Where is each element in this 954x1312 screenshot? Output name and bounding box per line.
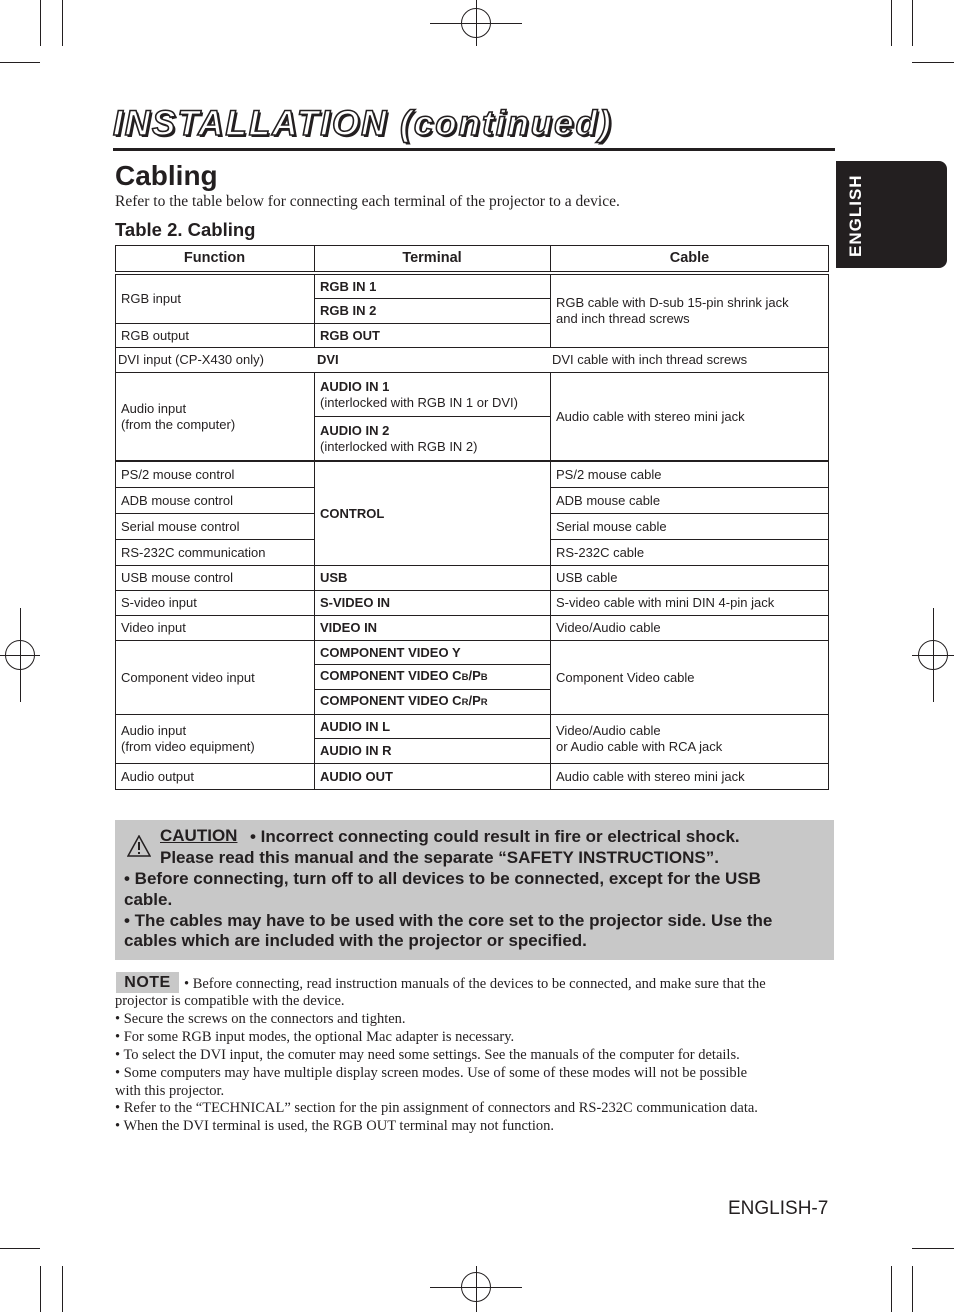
caution-box — [115, 820, 834, 960]
table-cell: AUDIO IN R — [314, 738, 551, 764]
caution-text: • The cables may have to be used with the core set to the projector side. Use the — [124, 911, 773, 930]
table-cell: Audio cable with stereo mini jack — [550, 372, 829, 461]
note-text: projector is compatible with the device. — [115, 993, 345, 1009]
table-cell: AUDIO OUT — [314, 763, 551, 790]
table-cell: DVI cable with inch thread screws — [552, 352, 748, 367]
table-cell: Video/Audio cable — [550, 615, 829, 641]
table-cell: RGB output — [115, 323, 315, 348]
intro-text: Refer to the table below for connecting each terminal of the projector to a device. — [115, 193, 620, 210]
header-divider — [314, 245, 315, 272]
caution-text: Please read this manual and the separate “SAFETY INSTRUCTIONS”. — [160, 848, 719, 867]
table-cell: ADB mouse control — [115, 487, 315, 514]
table-cell: Video/Audio cable or Audio cable with RCA jack — [550, 714, 829, 764]
cabling-table — [115, 245, 829, 790]
table-cell: RS-232C communication — [115, 539, 315, 566]
caution-text: • Incorrect connecting could result in fire or electrical shock. — [250, 827, 740, 846]
table-cell: Audio cable with stereo mini jack — [550, 763, 829, 790]
table-cell: AUDIO IN 2 (interlocked with RGB IN 2) — [314, 416, 551, 461]
caution-text: cables which are included with the projector or specified. — [124, 931, 587, 950]
header-divider — [550, 245, 551, 272]
table-cell: ADB mouse cable — [550, 487, 829, 514]
table-cell: PS/2 mouse cable — [550, 461, 829, 488]
note-text: • Secure the screws on the connectors and tighten. — [115, 1011, 406, 1027]
table-cell: RGB IN 2 — [314, 298, 551, 324]
table-cell: S-video input — [115, 590, 315, 616]
caution-text: cable. — [124, 890, 173, 909]
table-cell: RGB input — [115, 274, 315, 324]
warning-icon — [127, 835, 151, 857]
table-title: Table 2. Cabling — [115, 219, 256, 240]
note-text: • To select the DVI input, the comuter may need some settings. See the manuals of the computer for details. — [115, 1047, 740, 1063]
table-cell: USB cable — [550, 565, 829, 591]
table-cell: COMPONENT VIDEO Y — [314, 640, 551, 665]
note-badge: NOTE — [116, 972, 179, 993]
header-rule — [113, 148, 835, 151]
table-cell: S-video cable with mini DIN 4-pin jack — [550, 590, 829, 616]
note-text: • For some RGB input modes, the optional Mac adapter is necessary. — [115, 1029, 515, 1045]
header-border — [115, 245, 829, 272]
table-cell: USB — [314, 565, 551, 591]
note-text: • Refer to the “TECHNICAL” section for the pin assignment of connectors and RS-232C communication data. — [115, 1100, 758, 1116]
table-cell: RGB cable with D-sub 15-pin shrink jack and inch thread screws — [550, 274, 829, 348]
note-text: • Some computers may have multiple display screen modes. Use of some of these modes will not be possible — [115, 1065, 748, 1081]
table-cell: Serial mouse cable — [550, 513, 829, 540]
table-cell: PS/2 mouse control — [115, 461, 315, 488]
page-title: INSTALLATION (continued) — [113, 104, 613, 143]
table-cell: RS-232C cable — [550, 539, 829, 566]
table-cell: Video input — [115, 615, 315, 641]
table-cell: Audio input (from the computer) — [115, 372, 315, 461]
note-text: • When the DVI terminal is used, the RGB OUT terminal may not function. — [115, 1118, 555, 1134]
table-cell: AUDIO IN L — [314, 714, 551, 739]
table-cell: USB mouse control — [115, 565, 315, 591]
caution-text: • Before connecting, turn off to all devices to be connected, except for the USB — [124, 869, 761, 888]
table-cell: S-VIDEO IN — [314, 590, 551, 616]
table-cell: Component Video cable — [550, 640, 829, 715]
table-cell: COMPONENT VIDEO CB/PB — [314, 664, 551, 690]
table-cell: Component video input — [115, 640, 315, 715]
table-cell: Audio output — [115, 763, 315, 790]
section-title: Cabling — [115, 160, 218, 191]
table-cell: COMPONENT VIDEO CR/PR — [314, 689, 551, 715]
language-tab-label: ENGLISH — [846, 174, 865, 257]
table-cell: VIDEO IN — [314, 615, 551, 641]
table-cell: CONTROL — [314, 461, 551, 566]
language-tab — [836, 161, 947, 268]
column-header-function: Function — [183, 250, 246, 266]
table-cell: RGB IN 1 — [314, 274, 551, 299]
page-number: ENGLISH-7 — [728, 1198, 829, 1219]
table-cell: Audio input (from video equipment) — [115, 714, 315, 764]
caution-label: CAUTION — [160, 826, 238, 845]
table-cell: Serial mouse control — [115, 513, 315, 540]
table-cell: DVI — [317, 352, 339, 367]
column-header-terminal: Terminal — [402, 250, 462, 266]
table-cell: RGB OUT — [314, 323, 551, 348]
note-text: with this projector. — [115, 1083, 225, 1099]
table-cell: DVI input (CP-X430 only) — [118, 352, 264, 367]
table-cell: AUDIO IN 1 (interlocked with RGB IN 1 or DVI) — [314, 372, 551, 417]
note-text: • Before connecting, read instruction manuals of the devices to be connected, and make sure that the — [184, 976, 766, 992]
column-header-cable: Cable — [669, 250, 710, 266]
